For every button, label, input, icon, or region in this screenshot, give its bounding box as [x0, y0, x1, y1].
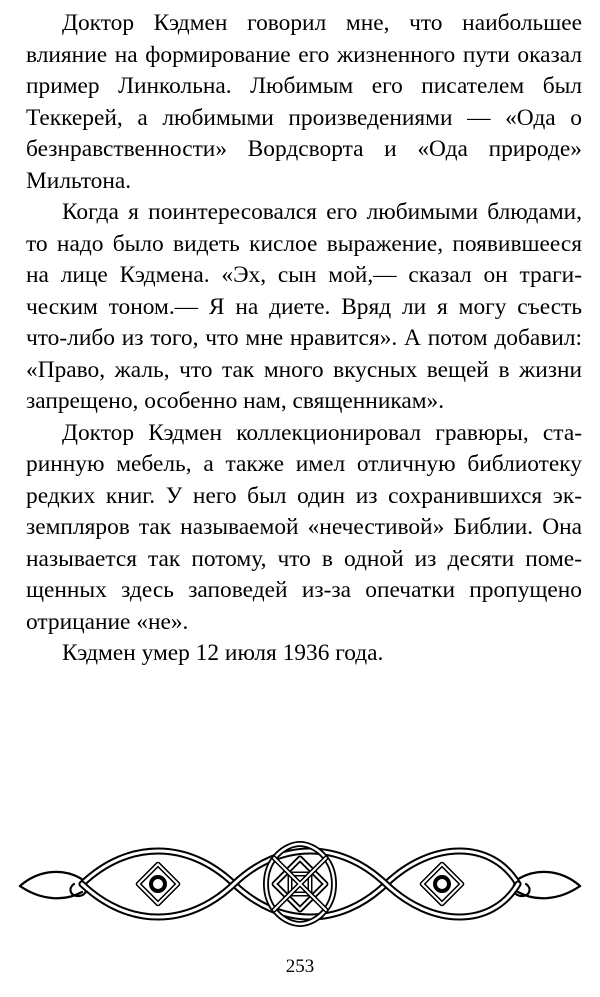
paragraph-2: Когда я поинтересовался его любимыми блюдами, то надо было видеть кислое выражение, появившееся на лице Кэдмена. «Эх, сын мой,— сказал он трагическим тоном.— Я на диете. Вряд ли я могу съесть что-либо из того, что мне нравится». А потом добавил: «Право, жаль, что так много вкусных вещей в жизни запрещено, особенно нам, священникам».: [26, 199, 582, 414]
paragraph-3: Доктор Кэдмен коллекционировал гравюры, старинную мебель, а также имел отличную библиотеку редких книг. У него был один из сохранившихся экземпляров так называемой «нечестивой» Библии. Она называется так потому, что в одной из десяти помещенных здесь заповедей из-за опечатки пропущено отрицание «не».: [26, 419, 582, 635]
page-number: 253: [285, 956, 315, 977]
body-text: [26, 8, 582, 670]
paragraph-4: Кэдмен умер 12 июля 1936 года.: [62, 640, 384, 666]
paragraph-1: Доктор Кэдмен говорил мне, что наибольшее влияние на формирование его жизненного пути оказал пример Линкольна. Любимым его писателем был Теккерей, а любимыми произведениями — «Ода о безнравственности» Вордсворта и «Ода природе» Мильтона.: [26, 10, 582, 194]
celtic-knot-divider-icon: [18, 836, 582, 932]
